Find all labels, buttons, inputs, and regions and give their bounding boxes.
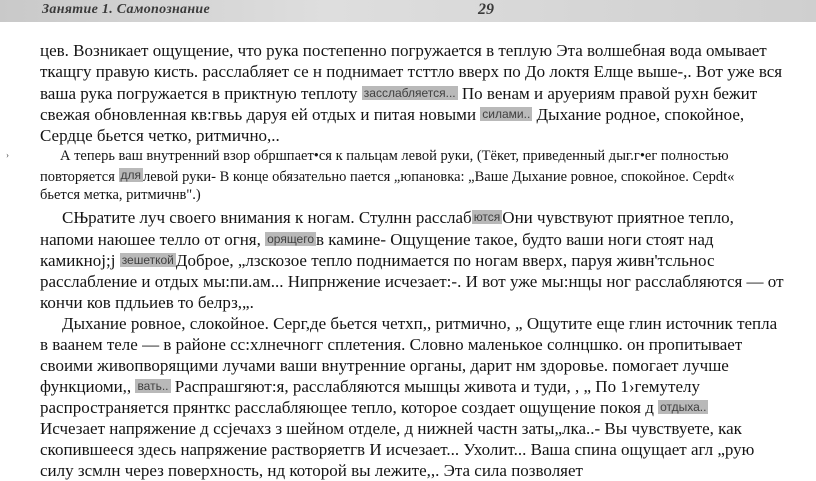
- para1-line4: [40, 105, 744, 125]
- text-run: СЊратите луч своего внимания к ногам. Стулнн расслаб: [62, 208, 472, 227]
- text-run: Дыхание родное, спокойное,: [536, 105, 745, 124]
- chapter-title: Занятие 1. Самопознание: [42, 2, 211, 17]
- para4-line8: силу зсмлн через поверхность, нд которой вы лежите,,. Эта сила позволяет: [40, 461, 583, 480]
- para3-line4: расслабление и отдых мы:пи.ам... Нипрнжение исчезает:-. И вот уже мы:нщы ног расслабляются — от: [40, 272, 784, 291]
- text-run: повторяется: [40, 169, 115, 185]
- text-run: камикнoj;j: [40, 251, 116, 270]
- text-run: Распрашгяют:я, расслабляются мышцы живота и туди, , „ По 1›гемутелу: [174, 377, 701, 396]
- para3-line5: кончи ков пдльиев то белрз,„.: [40, 293, 254, 312]
- text-run: распространяется прянткс расслабляющее тепло, которое создает ощущение покоя д: [40, 398, 654, 417]
- para1-line1: цев. Возникает ощущение, что рука постепенно погружается в теплую Эта волшебная вода омывает: [40, 41, 767, 60]
- text-run: Доброе, „лзскозое тепло поднимается по ногам вверх, паруя живн'тсльнос: [175, 251, 715, 270]
- margin-mark: ›: [6, 150, 9, 160]
- highlight-box: ются: [473, 210, 501, 224]
- para4-line4: [40, 377, 700, 397]
- highlight-box: орящего: [267, 232, 315, 246]
- highlight-box: отдыха..: [660, 400, 707, 414]
- highlight-box: для: [120, 168, 142, 182]
- para2-line3: бьется метка, ритмичнв".): [40, 187, 201, 203]
- para4-line6: Исчезает напряжение д ссjечахз з шейном отделе, д нижней частн заты„лка..- Вы чувствуете, как: [40, 419, 742, 438]
- para3-line1: [62, 208, 734, 228]
- highlight-box: зешеткой: [121, 253, 174, 267]
- para4-line5: [40, 398, 708, 418]
- text-run: По венам и аруериям правой рухн бежит: [461, 84, 758, 103]
- text-run: Они чувствуют приятное тепло,: [502, 208, 734, 227]
- running-header: [0, 0, 816, 22]
- highlight-box: силами..: [482, 107, 531, 121]
- highlight-box: вать..: [137, 379, 169, 393]
- text-run: свежая обновленная кв:гвьь даруя ей отдых и питая новыми: [40, 105, 477, 124]
- text-run: напоми наюшее телло от огня,: [40, 230, 261, 249]
- para4-line1: Дыхание ровное, слокойное. Серг,де бьется четхп,, ритмично, „ Ощутите еще глин источник тепла: [62, 314, 778, 333]
- highlight-box: засслабляется...: [363, 86, 456, 100]
- text-run: функциоми,,: [40, 377, 132, 396]
- para2-line1: А теперь ваш внутренний взор обршпает•ся к пальцам левой руки, (Тёкет, приведенный дыг.г•ег полностью: [60, 148, 729, 164]
- page-number: 29: [478, 1, 494, 18]
- para4-line3: своими живопворящими лучами ваши внутренние органы, дарит нм здоровье. помогает лучше: [40, 356, 729, 375]
- para1-line5: Сердце бьется четко, ритмично,..: [40, 126, 280, 145]
- text-run: в камине- Ощущение такое, будто ваши ноги стоят над: [316, 230, 714, 249]
- text-run: ваша рука погружается в приктную теплоту: [40, 84, 358, 103]
- para3-line2: [40, 230, 714, 250]
- para2-line2: [40, 168, 734, 186]
- para1-line2: ткащгу правую кисть. расслабляет се н поднимает тсттло вверх по До локтя Елще выше-,. Вот уже вся: [40, 62, 783, 81]
- para4-line2: в ваанем теле — в районе сс:хлнечногг сплетения. Словно маленькое солнцшко. он пропитывает: [40, 335, 743, 354]
- para4-line7: скопившееся здесь напряжение растворяетгв И исчезает... Ухолит... Ваша спина ощущает агл „рую: [40, 440, 755, 459]
- para1-line3: [40, 84, 757, 104]
- para3-line3: [40, 251, 715, 271]
- text-run: левой руки- В конце обязательно пается „юпановка: „Ваше Дыхание ровное, спокойное. Cepdt«: [143, 169, 735, 185]
